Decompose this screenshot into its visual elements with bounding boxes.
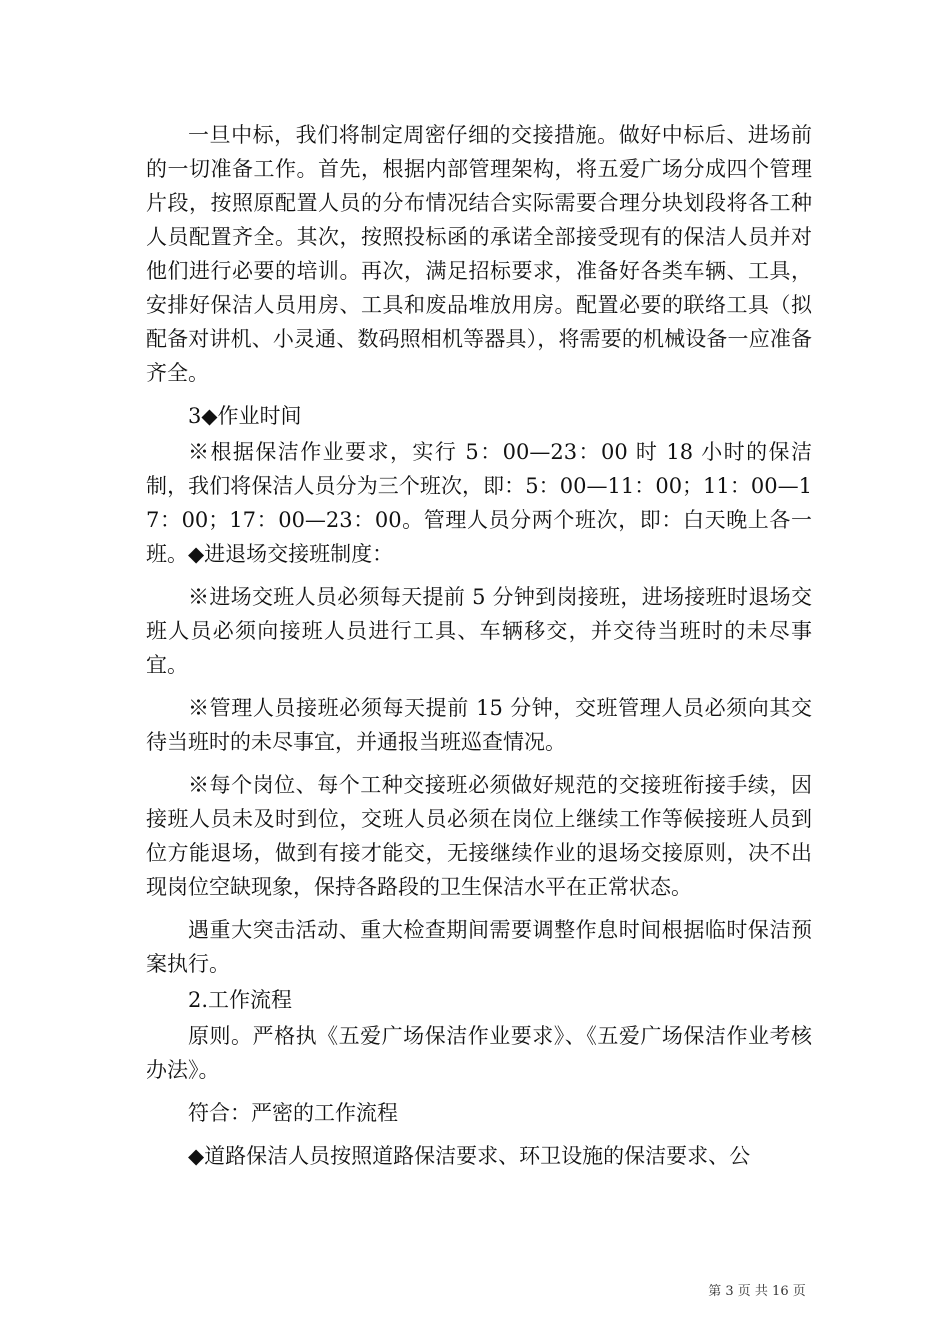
- page-footer: [0, 1284, 950, 1300]
- paragraph-handover-rules: ※每个岗位、每个工种交接班必须做好规范的交接班衔接手续，因接班人员未及时到位，交班人员必须在岗位上继续工作等候接班人员到位方能退场，做到有接才能交，无接继续作业的退场交接原则，决不出现岗位空缺现象，保持各路段的卫生保洁水平在正常状态。: [146, 773, 812, 899]
- document-body: [146, 118, 812, 1182]
- paragraph-strict-workflow: 符合：严密的工作流程: [188, 1101, 398, 1125]
- paragraph-entry-handover: ※进场交班人员必须每天提前 5 分钟到岗接班，进场接班时退场交班人员必须向接班人员进行工具、车辆移交，并交待当班时的未尽事宜。: [146, 585, 812, 677]
- paragraph-principle: 原则。严格执《五爱广场保洁作业要求》、《五爱广场保洁作业考核办法》。: [146, 1024, 812, 1082]
- heading-work-time: 3◆作业时间: [188, 404, 302, 428]
- paragraph-emergency-plan: 遇重大突击活动、重大检查期间需要调整作息时间根据临时保洁预案执行。: [146, 918, 812, 976]
- page-number: 第 3 页 共 16 页: [708, 1284, 806, 1299]
- paragraph-shift-schedule: ※根据保洁作业要求，实行 5：00—23：00 时 18 小时的保洁制，我们将保洁人员分为三个班次，即：5：00—11：00；11：00—17：00；17：00—23：00。管理人员分两个班次，即：白天晚上各一班。◆进退场交接班制度：: [146, 440, 812, 566]
- paragraph-road-cleaning: ◆道路保洁人员按照道路保洁要求、环卫设施的保洁要求、公: [188, 1144, 751, 1168]
- paragraph-manager-handover: ※管理人员接班必须每天提前 15 分钟，交班管理人员必须向其交待当班时的未尽事宜，并通报当班巡查情况。: [146, 696, 812, 754]
- heading-workflow: 2.工作流程: [188, 988, 293, 1012]
- paragraph-handover-measures: 一旦中标，我们将制定周密仔细的交接措施。做好中标后、进场前的一切准备工作。首先，根据内部管理架构，将五爱广场分成四个管理片段，按照原配置人员的分布情况结合实际需要合理分块划段将各工种人员配置齐全。其次，按照投标函的承诺全部接受现有的保洁人员并对他们进行必要的培训。再次，满足招标要求，准备好各类车辆、工具，安排好保洁人员用房、工具和废品堆放用房。配置必要的联络工具（拟配备对讲机、小灵通、数码照相机等器具），将需要的机械设备一应准备齐全。: [146, 123, 812, 385]
